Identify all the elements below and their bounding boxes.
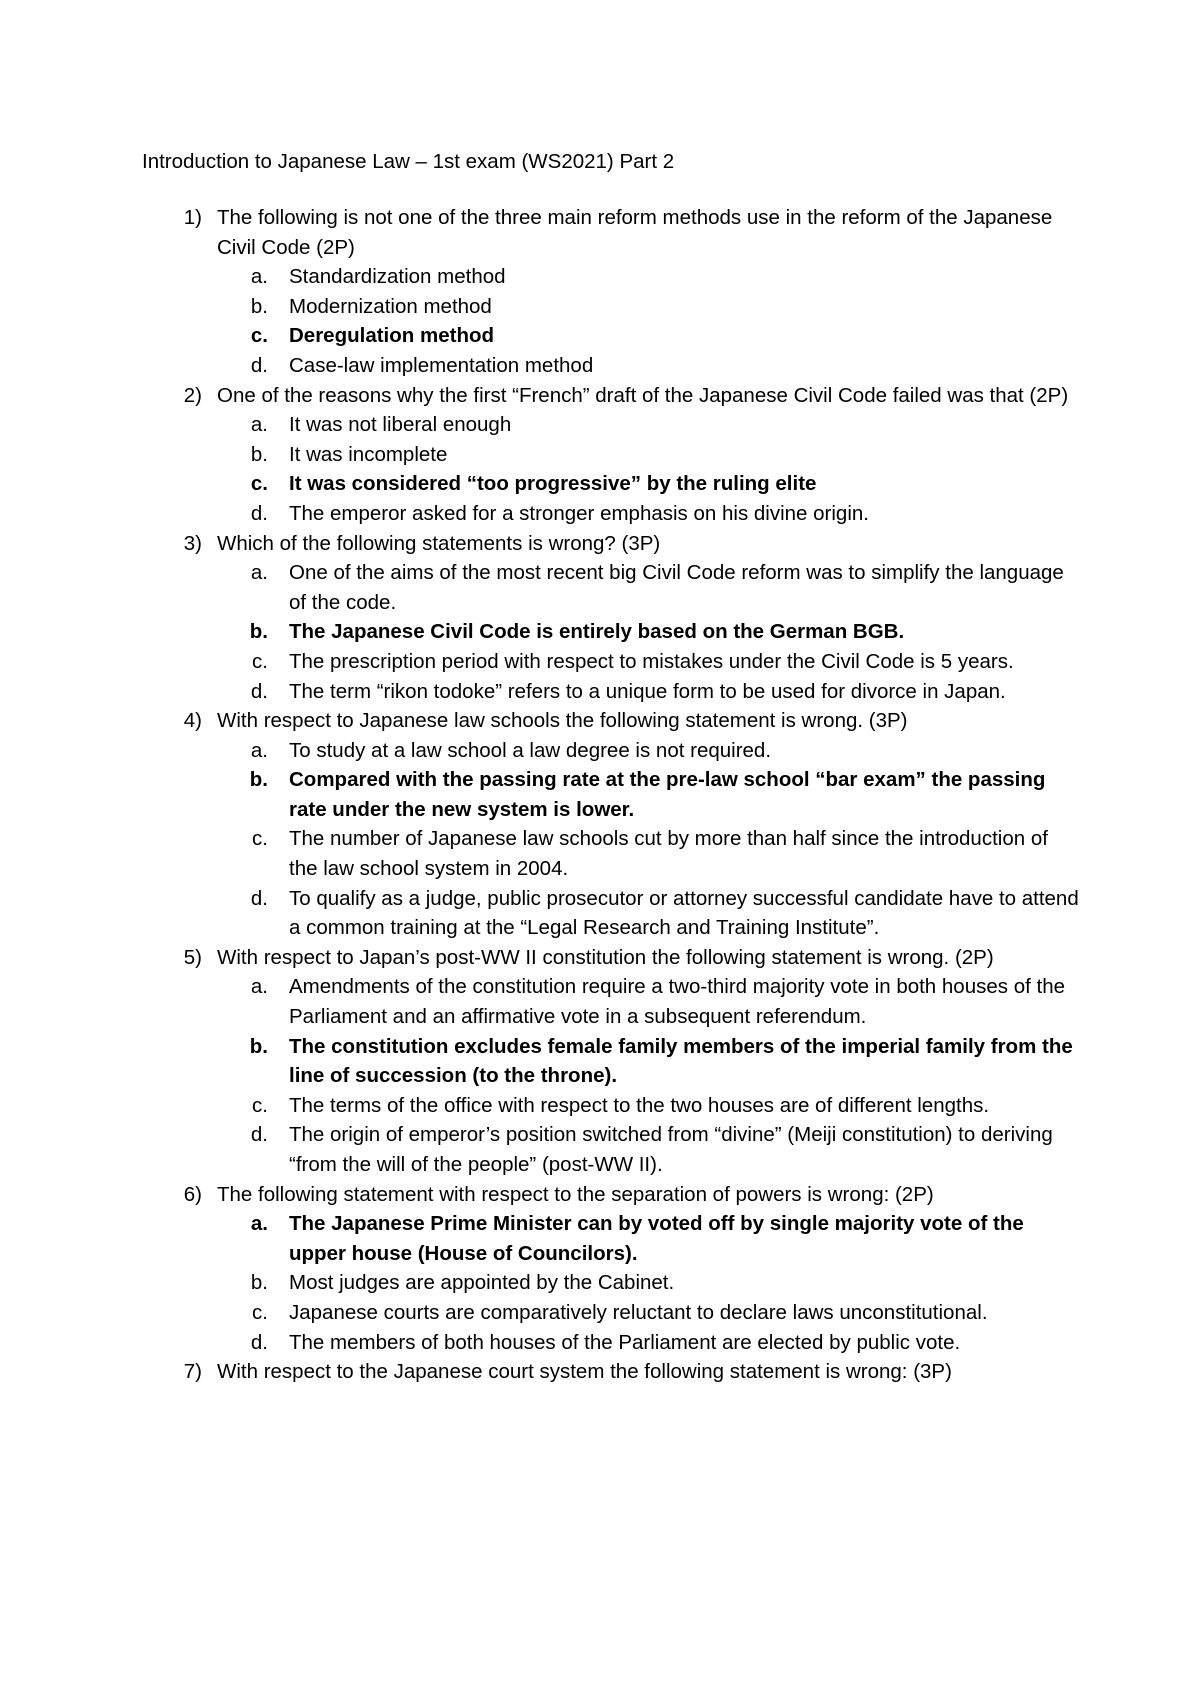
option-letter: b.	[249, 768, 268, 792]
option-text-correct: Compared with the passing rate at the pre-law school “bar exam” the passing rate under the new system is lower.	[289, 768, 1046, 821]
option-letter: a.	[250, 975, 268, 999]
question-list	[0, 203, 1200, 1387]
option-text: The number of Japanese law schools cut by more than half since the introduction of the law school system in 2004.	[289, 827, 1048, 881]
option-text: To study at a law school a law degree is not required.	[289, 738, 772, 762]
option-letter: c.	[252, 1300, 268, 1324]
answer-option-b	[0, 1032, 1200, 1091]
option-letter: b.	[249, 620, 268, 644]
answer-option-c	[0, 647, 1200, 677]
answer-option-b	[0, 440, 1200, 470]
question-4	[0, 706, 1200, 943]
answer-option-d	[0, 1328, 1200, 1358]
question-text: The following is not one of the three main reform methods use in the reform of the Japanese Civil Code (2P)	[217, 206, 1053, 259]
question-text: With respect to the Japanese court system the following statement is wrong: (3P)	[217, 1360, 952, 1384]
question-number: 5)	[183, 945, 202, 969]
answer-option-d	[0, 884, 1200, 943]
answer-options	[0, 1209, 1200, 1357]
option-letter: a.	[250, 1212, 268, 1236]
answer-option-a	[0, 262, 1200, 292]
option-letter: d.	[250, 679, 268, 703]
option-text-correct: Deregulation method	[289, 324, 495, 348]
answer-option-b	[0, 292, 1200, 322]
option-letter: a.	[250, 413, 268, 437]
question-2	[0, 381, 1200, 529]
question-number: 6)	[183, 1182, 202, 1206]
option-letter: b.	[250, 442, 268, 466]
answer-option-a	[0, 736, 1200, 766]
question-3	[0, 529, 1200, 707]
option-letter: c.	[250, 324, 268, 348]
answer-option-c	[0, 1091, 1200, 1121]
option-text: The emperor asked for a stronger emphasis on his divine origin.	[289, 501, 869, 525]
question-number: 3)	[183, 531, 202, 555]
option-letter: a.	[250, 561, 268, 585]
answer-option-d	[0, 351, 1200, 381]
document-title: Introduction to Japanese Law – 1st exam (WS2021) Part 2	[142, 150, 675, 173]
option-text: Standardization method	[289, 265, 506, 289]
option-letter: a.	[250, 265, 268, 289]
question-6	[0, 1180, 1200, 1358]
option-text: One of the aims of the most recent big Civil Code reform was to simplify the language of the code.	[289, 561, 1064, 614]
option-text: It was incomplete	[289, 442, 448, 466]
option-text: The members of both houses of the Parliament are elected by public vote.	[289, 1330, 961, 1354]
option-letter: b.	[250, 1271, 268, 1295]
option-text-correct: The Japanese Prime Minister can by voted off by single majority vote of the upper house (House of Councilors).	[289, 1212, 1024, 1265]
answer-option-b	[0, 765, 1200, 824]
option-text: Case-law implementation method	[289, 353, 594, 377]
option-text: To qualify as a judge, public prosecutor or attorney successful candidate have to attend a common training at the “Legal Research and Training Institute”.	[289, 886, 1079, 940]
answer-options	[0, 410, 1200, 528]
question-text: With respect to Japanese law schools the following statement is wrong. (3P)	[217, 709, 908, 733]
answer-option-b	[0, 1268, 1200, 1298]
answer-option-c	[0, 1298, 1200, 1328]
answer-options	[0, 262, 1200, 380]
answer-option-c	[0, 824, 1200, 883]
option-letter: b.	[249, 1034, 268, 1058]
answer-option-a	[0, 1209, 1200, 1268]
option-text: The prescription period with respect to mistakes under the Civil Code is 5 years.	[289, 649, 1014, 673]
answer-options	[0, 558, 1200, 706]
option-letter: c.	[252, 649, 268, 673]
question-number: 1)	[183, 206, 202, 229]
question-text: One of the reasons why the first “French” draft of the Japanese Civil Code failed was that (2P)	[217, 383, 1069, 407]
answer-option-a	[0, 558, 1200, 617]
option-text: Most judges are appointed by the Cabinet.	[289, 1271, 675, 1295]
option-text: The terms of the office with respect to the two houses are of different lengths.	[289, 1093, 990, 1117]
question-5	[0, 943, 1200, 1180]
option-letter: c.	[250, 472, 268, 496]
answer-options	[0, 736, 1200, 943]
answer-option-b	[0, 617, 1200, 647]
option-text: The origin of emperor’s position switched from “divine” (Meiji constitution) to deriving “from the will of the people” (post-WW II).	[289, 1123, 1053, 1176]
question-number: 2)	[183, 383, 202, 407]
question-text: Which of the following statements is wrong? (3P)	[217, 531, 661, 555]
option-text: The term “rikon todoke” refers to a unique form to be used for divorce in Japan.	[289, 679, 1006, 703]
option-letter: d.	[250, 353, 268, 377]
option-letter: c.	[252, 1093, 268, 1117]
answer-option-a	[0, 972, 1200, 1031]
option-text: Modernization method	[289, 294, 492, 318]
answer-options	[0, 972, 1200, 1179]
option-letter: b.	[250, 294, 268, 318]
answer-option-d	[0, 499, 1200, 529]
option-letter: a.	[250, 738, 268, 762]
option-letter: c.	[252, 827, 268, 851]
question-text: With respect to Japan’s post-WW II constitution the following statement is wrong. (2P)	[217, 945, 994, 969]
option-letter: d.	[250, 1330, 268, 1354]
answer-option-c	[0, 321, 1200, 351]
option-letter: d.	[250, 886, 268, 910]
option-text: Japanese courts are comparatively reluctant to declare laws unconstitutional.	[289, 1300, 988, 1324]
question-7	[0, 1357, 1200, 1387]
question-number: 4)	[183, 709, 202, 733]
question-number: 7)	[183, 1360, 202, 1384]
question-1	[0, 203, 1200, 381]
option-text: It was not liberal enough	[289, 413, 512, 437]
answer-option-d	[0, 1120, 1200, 1179]
option-letter: d.	[250, 1123, 268, 1147]
answer-option-a	[0, 410, 1200, 440]
answer-option-c	[0, 469, 1200, 499]
option-text: Amendments of the constitution require a two-third majority vote in both houses of the Parliament and an affirmative vote in a subsequent referendum.	[289, 975, 1065, 1029]
option-text-correct: The Japanese Civil Code is entirely based on the German BGB.	[289, 620, 905, 644]
answer-option-d	[0, 677, 1200, 707]
option-text-correct: The constitution excludes female family members of the imperial family from the line of succession (to the throne).	[289, 1034, 1073, 1088]
option-letter: d.	[250, 501, 268, 525]
option-text-correct: It was considered “too progressive” by the ruling elite	[289, 472, 817, 496]
question-text: The following statement with respect to the separation of powers is wrong: (2P)	[217, 1182, 934, 1206]
